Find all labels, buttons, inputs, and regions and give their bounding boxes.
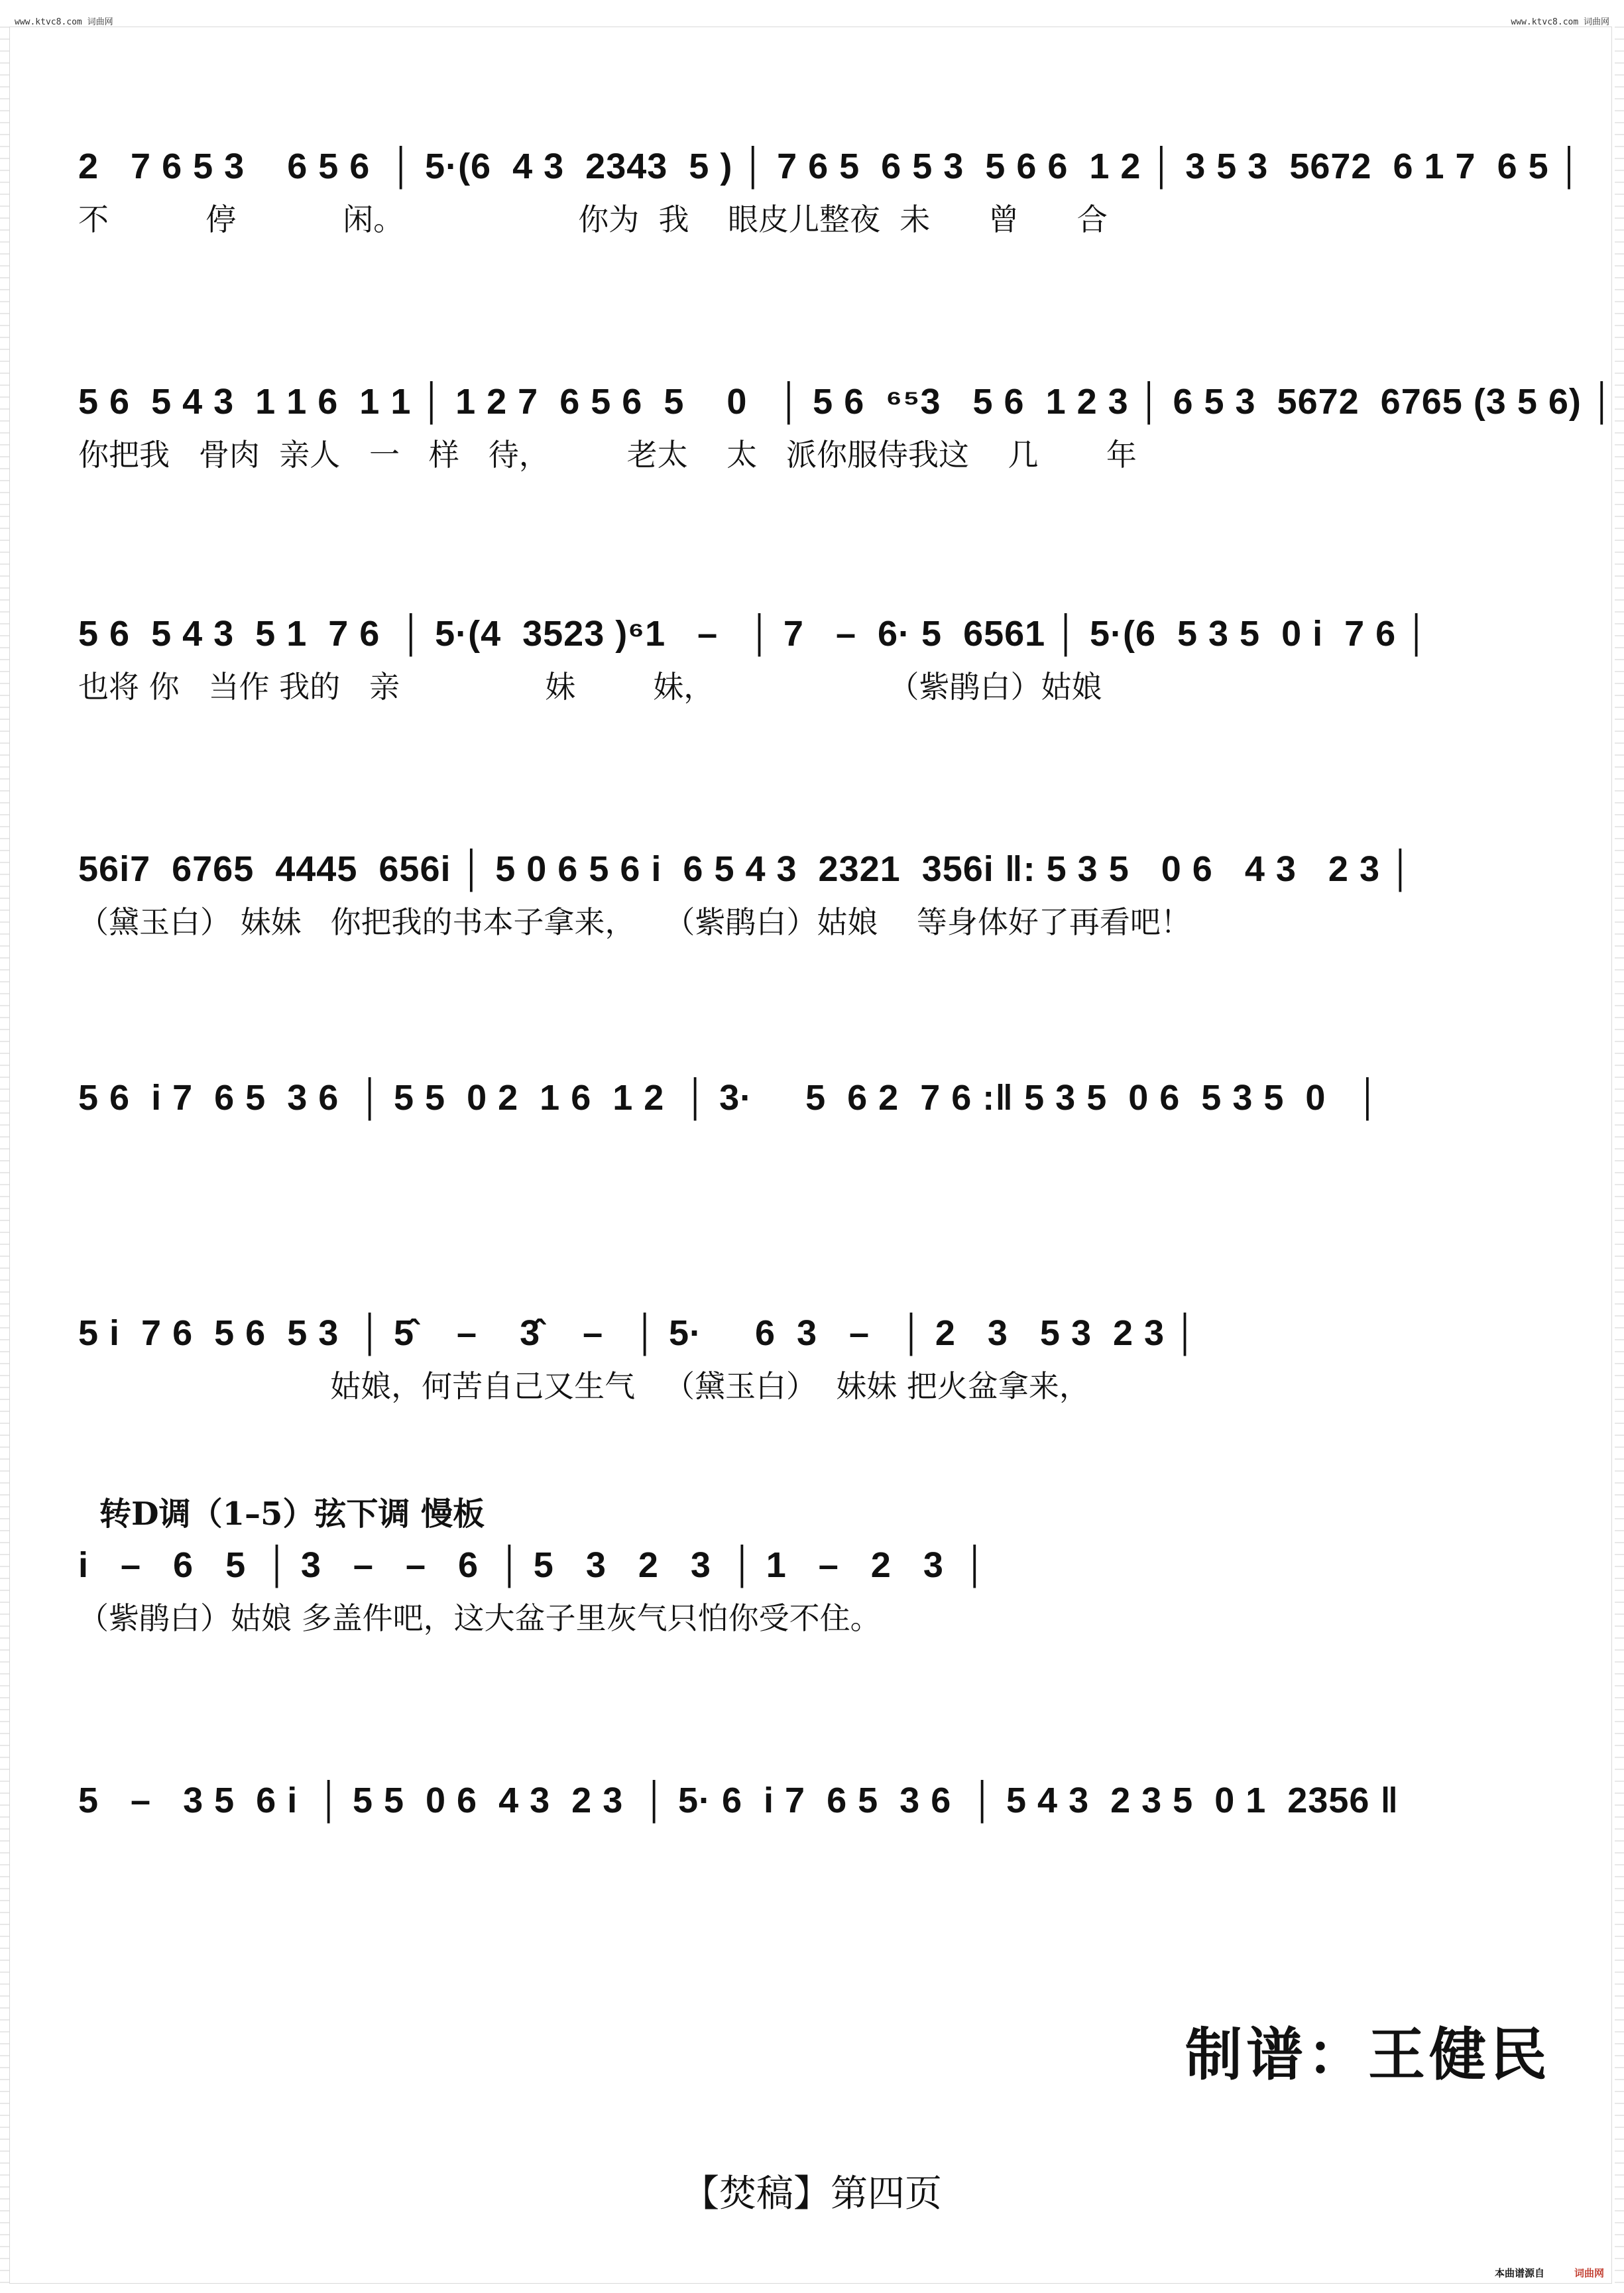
notation-line: i – 6 5 │ 3 – – 6 │ 5 3 2 3 │ 1 – 2 3 │ xyxy=(78,1545,988,1585)
notation-line: 2 7 6 5 3 6 5 6 │ 5·(6 4 3 2343 5 ) │ 7 6 5 6 5 3 5 6 6 1 2 │ 3 5 3 5672 6 1 7 6 5 │ xyxy=(78,147,1583,186)
notation-line: 5 6 5 4 3 1 1 6 1 1 │ 1 2 7 6 5 6 5 0 │ 5 6 ⁶⁵3 5 6 1 2 3 │ 6 5 3 5672 6765 (3 5 6) │ xyxy=(78,382,1615,422)
score-system-5 xyxy=(0,1074,1624,1173)
header-site-left: www.ktvc8.com 词曲网 xyxy=(15,17,113,27)
score-system-6 xyxy=(0,1309,1624,1409)
score-system-7 xyxy=(0,1541,1624,1641)
score-system-8 xyxy=(0,1777,1624,1876)
score-system-3 xyxy=(0,610,1624,709)
notation-line: 56i7 6765 4445 656i │ 5 0 6 5 6 i 6 5 4 3 2321 356i ‖: 5 3 5 0 6 4 3 2 3 │ xyxy=(78,849,1414,889)
score-system-2 xyxy=(0,378,1624,477)
transcriber-credit: 制谱：王健民 xyxy=(1185,2021,1551,2088)
lyrics-line: 你把我 骨肉 亲人 一 样 待， 老太 太 派你服侍我这 几 年 xyxy=(78,437,1137,473)
key-change-instruction: 转D调（1–5）弦下调 慢板 xyxy=(99,1496,485,1533)
lyrics-line: 不 停 闲。 你为 我 眼皮儿整夜 未 曾 合 xyxy=(78,202,1108,237)
lyrics-line: （紫鹃白）姑娘 多盖件吧，这大盆子里灰气只怕你受不住。 xyxy=(78,1600,881,1636)
notation-line: 5 i 7 6 5 6 5 3 │ 5̂ – 3̂ – │ 5· 6 3 – │ 2 3 5 3 2 3 │ xyxy=(78,1313,1198,1353)
score-system-1 xyxy=(0,143,1624,242)
notation-line: 5 6 i 7 6 5 3 6 │ 5 5 0 2 1 6 1 2 │ 3· 5 6 2 7 6 :‖ 5 3 5 0 6 5 3 5 0 │ xyxy=(78,1078,1381,1118)
source-stamp-brand: 词曲网 xyxy=(1574,2267,1604,2279)
source-stamp: 本曲谱源自 xyxy=(1494,2267,1544,2279)
lyrics-line: （黛玉白） 妹妹 你把我的书本子拿来， （紫鹃白）姑娘 等身体好了再看吧！ xyxy=(78,904,1191,940)
notation-line: 5 6 5 4 3 5 1 7 6 │ 5·(4 3523 )⁶1 – │ 7 – 6· 5 6561 │ 5·(6 5 3 5 0 i 7 6 │ xyxy=(78,614,1430,654)
lyrics-line: 姑娘，何苦自己又生气 （黛玉白） 妹妹 把火盆拿来， xyxy=(78,1368,1090,1404)
lyrics-line: 也将 你 当作 我的 亲 妹 妹， （紫鹃白）姑娘 xyxy=(78,669,1102,705)
page-footer: 【焚稿】第四页 xyxy=(682,2172,942,2215)
header-site-right: www.ktvc8.com 词曲网 xyxy=(1511,17,1609,27)
notation-line: 5 – 3 5 6 i │ 5 5 0 6 4 3 2 3 │ 5· 6 i 7 6 5 3 6 │ 5 4 3 2 3 5 0 1 2356 ‖ xyxy=(78,1781,1399,1820)
score-system-4 xyxy=(0,845,1624,945)
